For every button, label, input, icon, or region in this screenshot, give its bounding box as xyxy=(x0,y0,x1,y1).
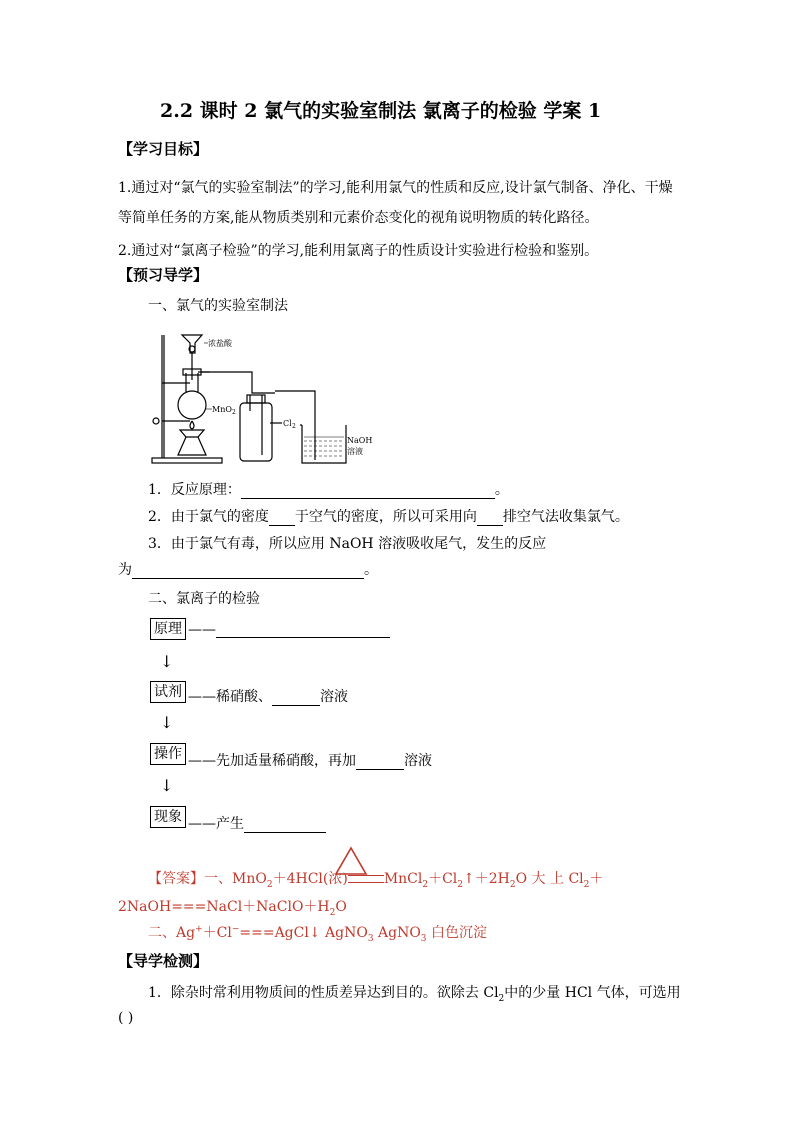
q2-part-c: 排空气法收集氯气。 xyxy=(502,509,629,525)
answer-l2c: O xyxy=(335,899,347,915)
flow-box-operation: 操作 xyxy=(150,743,186,765)
answer-l1d: MnCl xyxy=(383,871,423,887)
flow-box-phenomenon: 现象 xyxy=(150,806,186,828)
answer-l3h: 3 xyxy=(420,933,427,944)
answer-line-3 xyxy=(148,922,487,944)
check-q1c: 中的少量 HCl 气体，可选用 xyxy=(504,985,681,1001)
blank-naoh-reaction[interactable] xyxy=(132,564,364,579)
answer-l1f: ＋Cl xyxy=(428,871,458,887)
label-solution: 溶液 xyxy=(347,447,363,456)
answer-l3i: 白色沉淀 xyxy=(426,925,487,941)
blank-reagent[interactable] xyxy=(272,691,320,706)
flow-line-reagent xyxy=(188,686,348,706)
flow-line-phenomenon xyxy=(188,813,326,833)
equals-sign-icon xyxy=(348,875,384,883)
answer-l1e: 2 xyxy=(422,879,429,890)
heading-preview: 【预习导学】 xyxy=(118,266,209,284)
blank-direction[interactable] xyxy=(477,511,503,526)
answer-l3b: + xyxy=(195,924,203,935)
blank-phenomenon[interactable] xyxy=(244,818,326,833)
q1-end: 。 xyxy=(494,482,509,498)
flow-line-operation xyxy=(188,750,432,770)
question-2 xyxy=(148,506,629,526)
blank-reaction[interactable] xyxy=(241,484,495,499)
part-1-title: 一、氯气的实验室制法 xyxy=(148,298,288,314)
answer-l1j: O 大 上 Cl xyxy=(515,871,584,887)
answer-l1h: ↑＋2H xyxy=(463,871,510,887)
label-cl2-sub: 2 xyxy=(292,423,296,430)
flow-text-operation: ——先加适量稀硝酸，再加 xyxy=(188,753,356,769)
page-title: 2.2 课时 2 氯气的实验室制法 氯离子的检验 学案 1 xyxy=(160,100,602,122)
label-mno2-sub: 2 xyxy=(232,409,236,416)
answer-l2b: 2 xyxy=(329,907,336,918)
q3-label: 为 xyxy=(118,562,132,578)
check-q1a: 1．除杂时常利用物质间的性质差异达到目的。欲除去 Cl xyxy=(148,985,499,1001)
blank-operation[interactable] xyxy=(356,755,404,770)
label-naoh: NaOH xyxy=(347,436,373,445)
label-mno2: MnO xyxy=(212,405,232,414)
answer-l1l: ＋ xyxy=(589,871,604,887)
answer-l1g: 2 xyxy=(457,879,464,890)
flow-arrow-1: ↓ xyxy=(160,652,174,671)
heading-learning-goals: 【学习目标】 xyxy=(118,140,209,158)
q2-part-a: 2．由于氯气的密度 xyxy=(148,509,269,525)
flow-arrow-2: ↓ xyxy=(160,713,174,732)
answer-l1a: 【答案】一、MnO xyxy=(148,871,267,887)
question-3-line-1: 3．由于氯气有毒，所以应用 NaOH 溶液吸收尾气，发生的反应 xyxy=(148,536,547,552)
chlorine-apparatus-diagram xyxy=(150,325,382,467)
answer-l3a: 二、Ag xyxy=(148,925,196,941)
blank-principle[interactable] xyxy=(216,623,390,638)
question-3-line-2 xyxy=(118,559,378,579)
answer-line-2 xyxy=(118,896,347,918)
flow-line-principle xyxy=(188,622,390,638)
answer-l3e: ===AgCl↓ AgNO xyxy=(239,925,368,941)
blank-density[interactable] xyxy=(269,511,295,526)
label-conc-hcl: 浓盐酸 xyxy=(208,339,232,348)
flow-text-principle: —— xyxy=(188,622,216,638)
q1-label: 1．反应原理： xyxy=(148,482,241,498)
flow-box-principle: 原理 xyxy=(150,618,186,640)
check-question-1 xyxy=(148,982,681,1004)
flow-box-reagent: 试剂 xyxy=(150,681,186,703)
goal-1-line-1: 1.通过对“氯气的实验室制法”的学习,能利用氯气的性质和反应,设计氯气制备、净化、干燥 xyxy=(118,180,673,196)
flow-arrow-3: ↓ xyxy=(160,776,174,795)
answer-l1b: 2 xyxy=(266,879,273,890)
answer-l1c: ＋4HCl(浓) xyxy=(272,871,348,887)
check-question-1-blank[interactable]: ( ) xyxy=(118,1010,134,1026)
label-cl2: Cl xyxy=(283,419,292,428)
q2-part-b: 于空气的密度，所以可采用向 xyxy=(294,509,477,525)
question-1 xyxy=(148,479,509,499)
flow-text-phenomenon: ——产生 xyxy=(188,816,244,832)
heading-check: 【导学检测】 xyxy=(118,952,209,970)
part-2-title: 二、氯离子的检验 xyxy=(148,591,260,607)
answer-l3f: 3 xyxy=(367,933,374,944)
flow-text-reagent: ——稀硝酸、 xyxy=(188,689,272,705)
answer-l3g: AgNO xyxy=(373,925,421,941)
answer-l1k: 2 xyxy=(583,879,590,890)
check-q1b: 2 xyxy=(498,993,505,1004)
answer-l1i: 2 xyxy=(509,879,516,890)
flow-tail-operation: 溶液 xyxy=(404,753,432,769)
answer-line-1 xyxy=(148,868,603,890)
answer-l3c: ＋Cl xyxy=(202,925,232,941)
answer-l2a: 2NaOH===NaCl＋NaClO＋H xyxy=(118,899,330,915)
goal-2: 2.通过对“氯离子检验”的学习,能利用氯离子的性质设计实验进行检验和鉴别。 xyxy=(118,243,599,259)
q3-end: 。 xyxy=(364,562,378,578)
flow-tail-reagent: 溶液 xyxy=(320,689,348,705)
answer-l3d: − xyxy=(231,924,240,935)
goal-1-line-2: 等简单任务的方案,能从物质类别和元素价态变化的视角说明物质的转化路径。 xyxy=(118,210,599,226)
